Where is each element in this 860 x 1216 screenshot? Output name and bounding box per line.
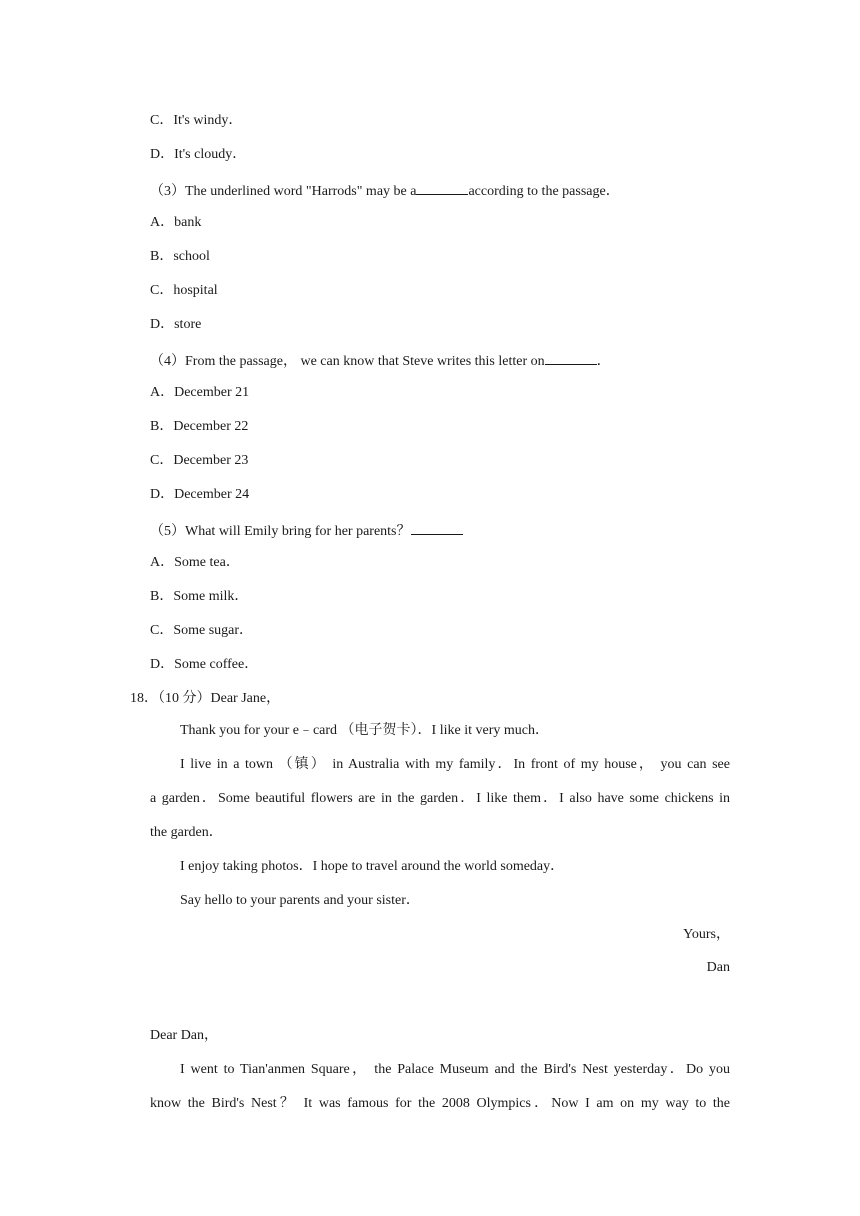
q3-option-c: C．hospital: [150, 283, 218, 298]
q3-stem-before: （3）The underlined word "Harrods" may be a: [150, 184, 417, 199]
letter2-greeting: Dear Dan，: [150, 1028, 219, 1043]
q3-answer-blank: [416, 180, 468, 195]
q5-option-b: B．Some milk．: [150, 589, 249, 604]
q3-stem-after: according to the passage．: [468, 184, 620, 199]
q4-stem: [150, 350, 611, 371]
letter2-paragraph-1-line-1: I went to Tian'anmen Square， the Palace Museum and the Bird's Nest yesterday．Do you: [180, 1062, 730, 1077]
q3-option-b: B．school: [150, 249, 210, 264]
q3-option-a: A．bank: [150, 215, 202, 230]
letter2-paragraph-1-line-2: know the Bird's Nest？ It was famous for the 2008 Olympics．Now I am on my way to the: [150, 1096, 730, 1111]
letter1-paragraph-3: I enjoy taking photos．I hope to travel around the world someday．: [180, 859, 565, 874]
letter1-paragraph-4: Say hello to your parents and your sister．: [180, 893, 420, 908]
letter1-paragraph-2-line-2: a garden．Some beautiful flowers are in the garden．I like them．I also have some chickens in: [150, 791, 730, 806]
q4-answer-blank: [545, 350, 597, 365]
letter1-paragraph-2-line-1: I live in a town （镇） in Australia with my family．In front of my house， you can see: [180, 757, 730, 772]
q5-stem-before: （5）What will Emily bring for her parents？: [150, 524, 411, 539]
letter1-paragraph-1: Thank you for your e﹣card （电子贺卡）．I like it very much．: [180, 723, 549, 738]
q4-stem-after: ．: [596, 354, 611, 369]
q5-answer-blank: [411, 520, 463, 535]
q18-header: 18．（10 分）Dear Jane，: [130, 691, 281, 706]
q2-option-d: D．It's cloudy．: [150, 147, 247, 162]
q5-option-a: A．Some tea．: [150, 555, 240, 570]
q4-option-d: D．December 24: [150, 487, 250, 502]
letter1-closing: Yours，: [683, 927, 730, 942]
q5-option-c: C．Some sugar．: [150, 623, 254, 638]
q4-option-a: A．December 21: [150, 385, 250, 400]
q4-option-c: C．December 23: [150, 453, 249, 468]
letter1-signature: Dan: [706, 960, 730, 975]
letter1-paragraph-2-line-3: the garden．: [150, 825, 223, 840]
q5-stem: [150, 520, 463, 541]
q4-option-b: B．December 22: [150, 419, 249, 434]
q5-option-d: D．Some coffee．: [150, 657, 259, 672]
q4-stem-before: （4）From the passage， we can know that Steve writes this letter on: [150, 354, 545, 369]
q2-option-c: C．It's windy．: [150, 113, 243, 128]
q3-option-d: D．store: [150, 317, 202, 332]
q3-stem: [150, 180, 620, 201]
